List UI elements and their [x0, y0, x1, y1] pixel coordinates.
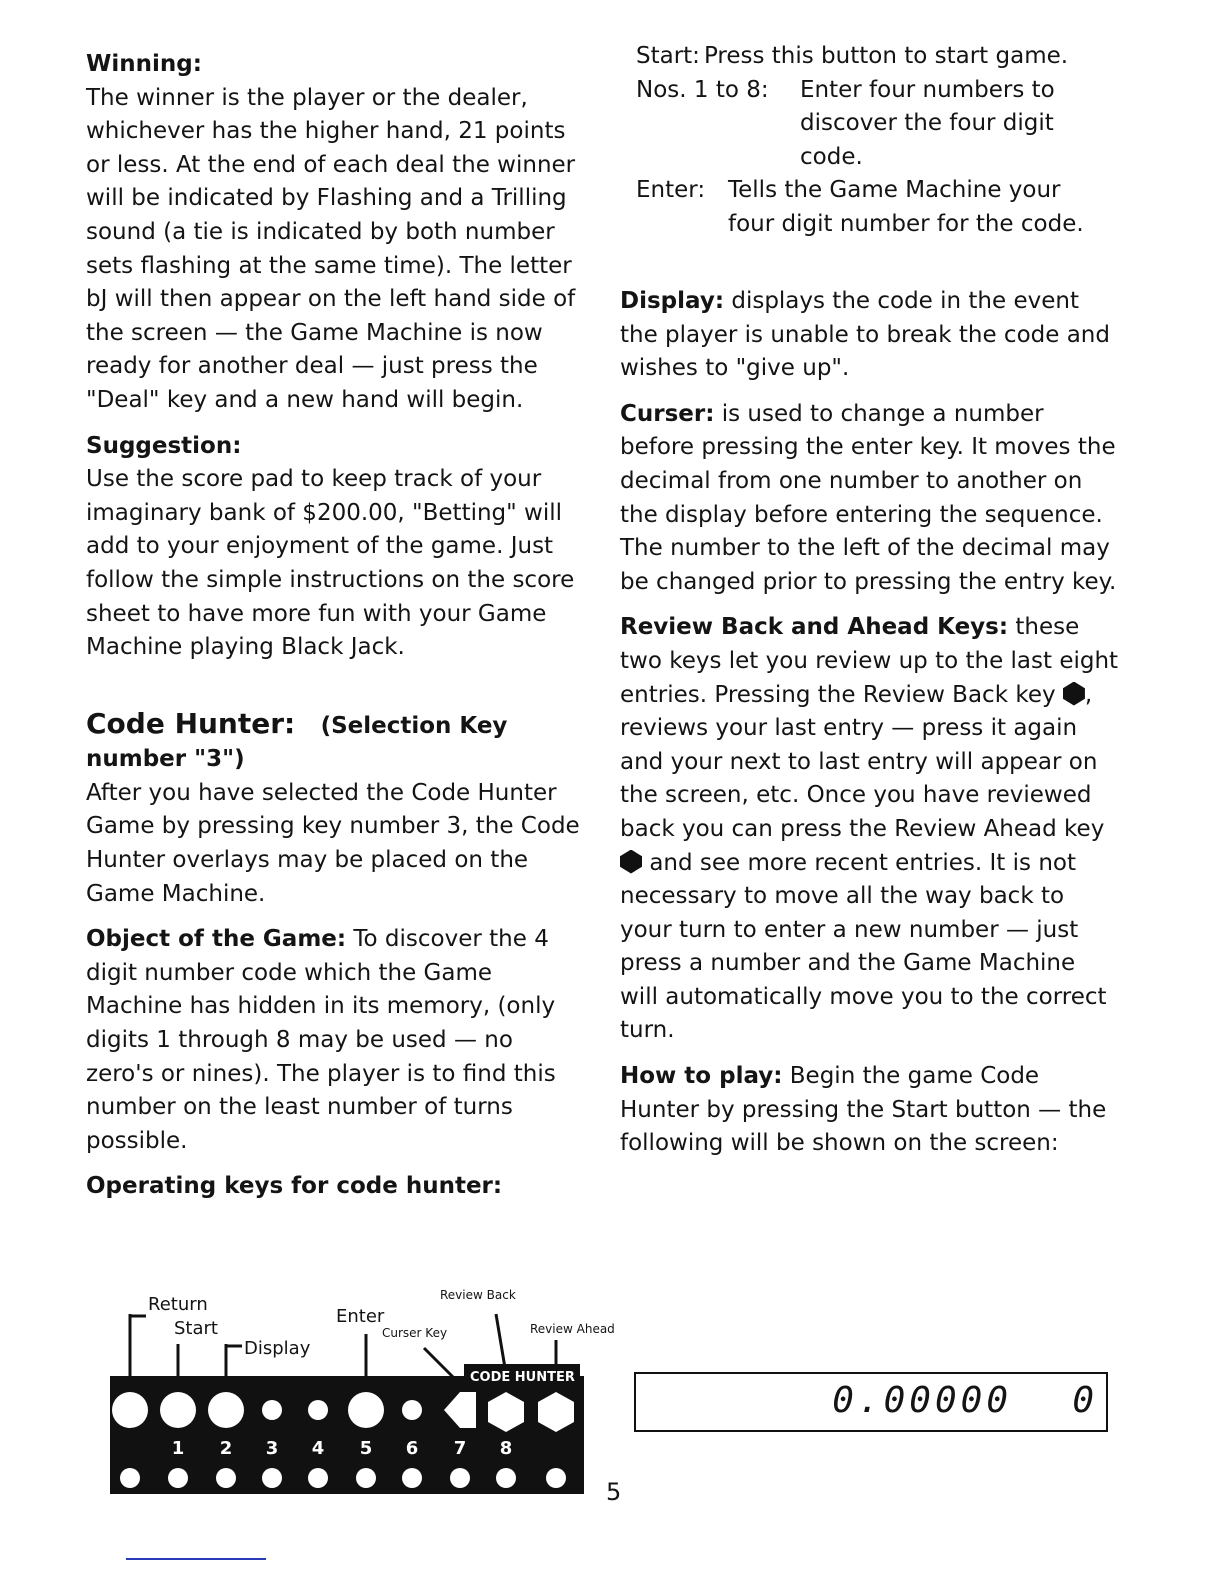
bottom-key-1 [120, 1468, 140, 1488]
curser-body: is used to change a number before pressing the enter key. It moves the decimal from one number to another on the display before entering the sequence. The number to the left of the decimal may be changed prior to pressing the entry key. [620, 400, 1117, 595]
enter-key-term: Enter: [636, 177, 706, 203]
start-key [160, 1392, 196, 1428]
digit-label-7: 7 [453, 1438, 467, 1459]
enter-key-line1: Tells the Game Machine your [728, 177, 1061, 203]
page-number: 5 [606, 1478, 622, 1506]
display-digits: 0.00000 [832, 1380, 1012, 1421]
nos-key-line2: discover the four digit [800, 110, 1054, 136]
code-hunter-title: Code Hunter: [86, 706, 296, 740]
blank-key-2 [308, 1400, 328, 1420]
display-paragraph [620, 285, 1120, 386]
bottom-key-10 [546, 1468, 566, 1488]
digit-label-2: 2 [219, 1438, 233, 1459]
how-to-play-body: Begin the game Code Hunter by pressing the Start button — the following will be shown on the screen: [620, 1063, 1107, 1157]
left-column [86, 48, 586, 1204]
object-heading: Object of the Game: [86, 926, 347, 953]
return-label: Return [148, 1294, 208, 1315]
suggestion-heading: Suggestion: [86, 432, 242, 459]
key-definitions [636, 40, 1116, 241]
footer-rule [126, 1558, 266, 1560]
enter-definition [636, 174, 1116, 208]
how-to-play-heading: How to play: [620, 1063, 783, 1090]
right-column [620, 285, 1120, 1161]
blank-key-3 [402, 1400, 422, 1420]
bottom-key-3 [216, 1468, 236, 1488]
start-key-term: Start: [636, 43, 700, 69]
bottom-key-2 [168, 1468, 188, 1488]
curser-paragraph [620, 398, 1120, 600]
curser-key-label: Curser Key [382, 1326, 448, 1340]
blank-key-1 [262, 1400, 282, 1420]
enter-key-line2: four digit number for the code. [728, 210, 1084, 237]
overlay-title: CODE HUNTER [470, 1370, 575, 1385]
enter-label: Enter [336, 1306, 385, 1327]
review-paragraph [620, 611, 1120, 1048]
display-key [208, 1392, 244, 1428]
digit-label-6: 6 [405, 1438, 419, 1459]
code-hunter-heading [86, 707, 586, 777]
review-body-3: and see more recent entries. It is not necessary to move all the way back to your turn to enter a new number — just press a number and the Game Machine will automatically move you to the correct turn. [620, 849, 1107, 1044]
winning-body: The winner is the player or the dealer, whichever has the higher hand, 21 points or less. At the end of each deal the winner will be indicated by Flashing and a Trilling sound (a tie is indicated by both number sets flashing at the same time). The letter bJ will then appear on the left hand side of the screen — the Game Machine is now ready for another deal — just press the "Deal" key and a new hand will begin. [86, 84, 576, 413]
nos-key-term: Nos. 1 to 8: [636, 76, 769, 103]
code-hunter-intro: After you have selected the Code Hunter Game by pressing key number 3, the Code Hunter overlays may be placed on the Game Machine. [86, 779, 580, 907]
review-ahead-key-icon [620, 850, 642, 874]
object-paragraph [86, 923, 586, 1158]
start-label: Start [174, 1318, 218, 1339]
review-back-key-icon [1063, 682, 1085, 706]
operating-keys-heading: Operating keys for code hunter: [86, 1173, 503, 1200]
curser-heading: Curser: [620, 400, 715, 427]
display-label: Display [244, 1338, 311, 1359]
how-to-play-paragraph [620, 1060, 1120, 1161]
bottom-key-6 [356, 1468, 376, 1488]
display-heading: Display: [620, 288, 725, 314]
nos-key-line1: Enter four numbers to [800, 76, 1055, 103]
code-hunter-selection: (Selection Key number "3") [86, 712, 508, 773]
review-body-1: these two keys let you review up to the last eight entries. Pressing the Review Back key [620, 614, 1119, 708]
nos-definition [636, 74, 1116, 108]
bottom-key-8 [450, 1468, 470, 1488]
digit-label-8: 8 [499, 1438, 513, 1459]
object-body: To discover the 4 digit number code which the Game Machine has hidden in its memory, (only digits 1 through 8 may be used — no zero's or nines). The player is to find this number on the least number of turns possible. [86, 926, 556, 1154]
start-definition [636, 40, 1116, 74]
bottom-key-7 [402, 1468, 422, 1488]
start-key-text: Press this button to start game. [703, 43, 1069, 69]
digit-label-1: 1 [171, 1438, 185, 1459]
review-body-2: , reviews your last entry — press it again and your next to last entry will appear on the screen, etc. Once you have reviewed back you can press the Review Ahead key [620, 681, 1105, 842]
review-ahead-label: Review Ahead [530, 1322, 615, 1336]
winning-heading: Winning: [86, 51, 202, 77]
review-back-label: Review Back [440, 1288, 516, 1302]
return-key [112, 1392, 148, 1428]
review-heading: Review Back and Ahead Keys: [620, 614, 1009, 641]
bottom-key-9 [496, 1468, 516, 1488]
suggestion-body: Use the score pad to keep track of your imaginary bank of $200.00, "Betting" will add to your enjoyment of the game. Just follow the simple instructions on the score sheet to have more fun with your Game Machine playing Black Jack. [86, 466, 575, 661]
digit-label-3: 3 [265, 1438, 279, 1459]
bottom-key-5 [308, 1468, 328, 1488]
display-turn-number: 0 [1072, 1380, 1094, 1421]
digit-label-5: 5 [359, 1438, 373, 1459]
keypad-diagram [86, 1264, 646, 1504]
display-body: displays the code in the event the player is unable to break the code and wishes to "give up". [620, 288, 1110, 382]
bottom-key-4 [262, 1468, 282, 1488]
nos-key-line3: code. [800, 143, 863, 170]
enter-key [348, 1392, 384, 1428]
screen-display [634, 1372, 1108, 1432]
digit-label-4: 4 [311, 1438, 325, 1459]
